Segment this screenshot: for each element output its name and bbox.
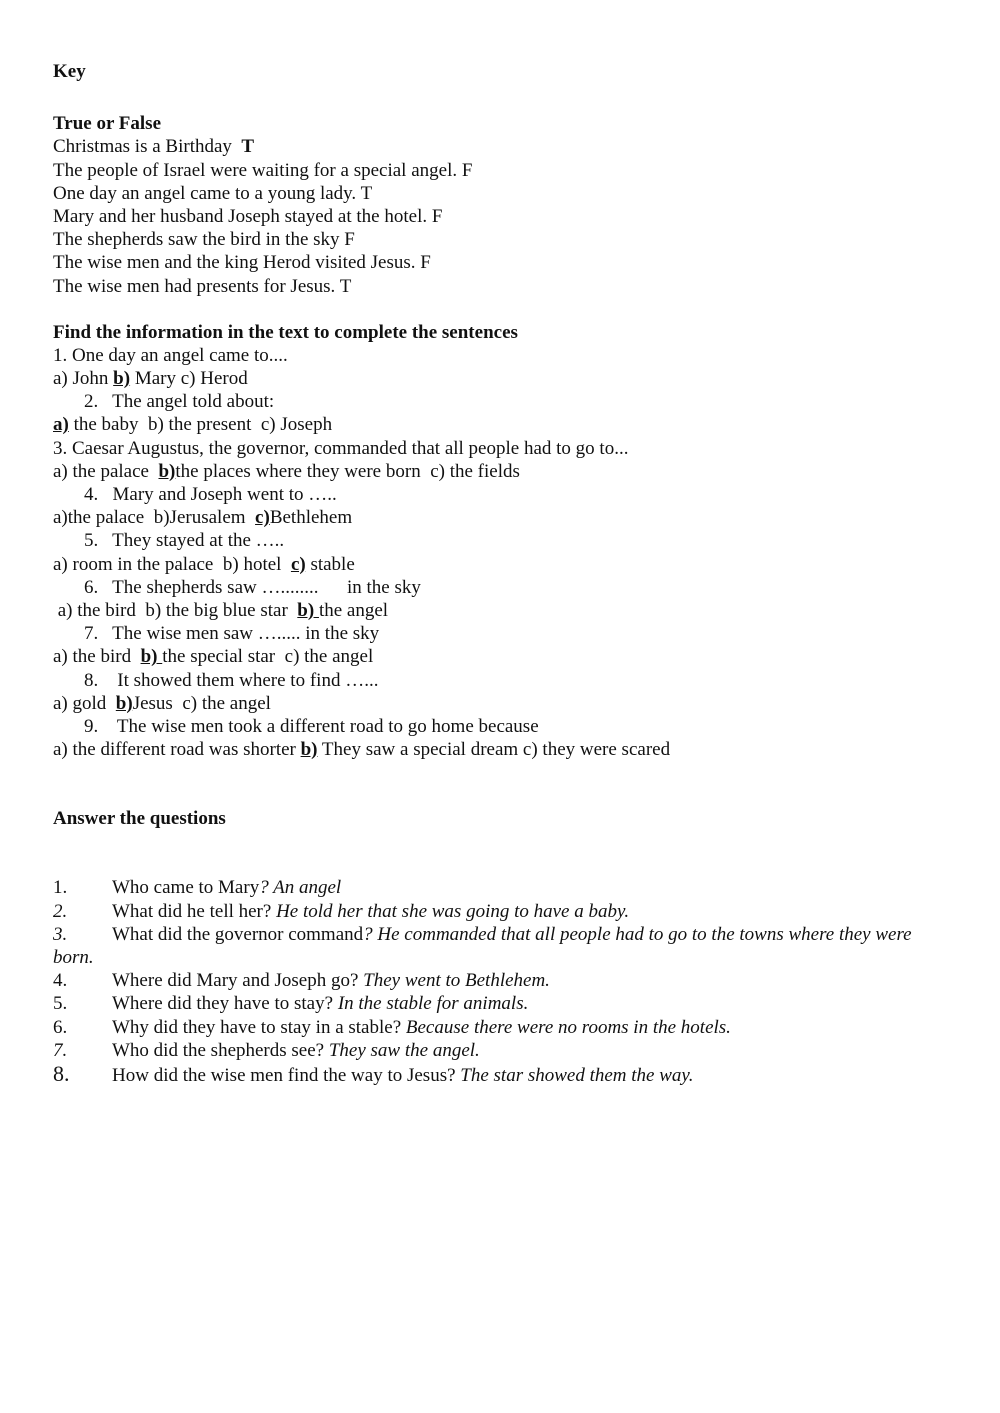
find-options: a) room in the palace b) hotel c) stable [53, 553, 355, 575]
correct-option: b) [140, 646, 163, 668]
find-question: 5. They stayed at the ….. [84, 530, 285, 552]
find-heading: Find the information in the text to complete the sentences [53, 321, 518, 343]
answer-item: 6. Why did they have to stay in a stable? Because there were no rooms in the hotels. [53, 1016, 731, 1038]
answer-item: 5. Where did they have to stay? In the stable for animals. [53, 993, 529, 1015]
correct-option: b) [300, 739, 318, 761]
find-options: a) gold b)Jesus c) the angel [53, 692, 271, 714]
find-question: 9. The wise men took a different road to go home because [84, 715, 539, 737]
tf-item: One day an angel came to a young lady. T [53, 182, 373, 204]
tf-item: The shepherds saw the bird in the sky F [53, 229, 355, 251]
tf-item: The wise men and the king Herod visited Jesus. F [53, 252, 431, 274]
answer-item: 4. Where did Mary and Joseph go? They went to Bethlehem. [53, 970, 550, 992]
tf-item: Mary and her husband Joseph stayed at the hotel. F [53, 205, 443, 227]
find-question: 3. Caesar Augustus, the governor, commanded that all people had to go to... [53, 437, 629, 459]
find-options: a) the palace b)the places where they were born c) the fields [53, 460, 520, 482]
find-options: a) the baby b) the present c) Joseph [53, 414, 333, 436]
key-title: Key [53, 61, 86, 82]
find-options: a)the palace b)Jerusalem c)Bethlehem [53, 507, 353, 529]
find-question: 8. It showed them where to find …... [84, 669, 379, 691]
correct-option: a) [53, 414, 69, 436]
correct-option: c) [290, 553, 306, 575]
answer-item: 1. Who came to Mary? An angel [53, 877, 342, 899]
tf-item: The wise men had presents for Jesus. T [53, 275, 352, 297]
answer-item: 2. What did he tell her? He told her that she was going to have a baby. [53, 900, 630, 922]
correct-option: b) [297, 599, 319, 621]
correct-option: b) [158, 460, 176, 482]
tf-item: Christmas is a Birthday T [53, 136, 255, 158]
find-question: 2. The angel told about: [84, 391, 275, 413]
correct-option: b) [113, 368, 131, 390]
find-question: 6. The shepherds saw …........ in the sky [84, 576, 421, 598]
find-question: 4. Mary and Joseph went to ….. [84, 484, 337, 505]
answer-heading: Answer the questions [53, 808, 226, 830]
tf-item: The people of Israel were waiting for a special angel. F [53, 159, 473, 181]
find-options: a) the different road was shorter b) They saw a special dream c) they were scared [53, 739, 671, 761]
answer-item: 7. Who did the shepherds see? They saw the angel. [53, 1039, 480, 1061]
correct-option: b) [115, 692, 133, 714]
find-options: a) the bird b) the big blue star b) the angel [53, 599, 389, 621]
true-false-heading: True or False [53, 113, 161, 135]
find-question: 1. One day an angel came to.... [53, 344, 288, 366]
answer-key-page [53, 60, 953, 1089]
find-options: a) the bird b) the special star c) the angel [53, 646, 374, 668]
answer-item: 8. How did the wise men find the way to Jesus? The star showed them the way. [53, 1060, 694, 1086]
answer-item: 3. What did the governor command? He commanded that all people had to go to the towns where they were born. [53, 923, 912, 969]
correct-option: c) [255, 507, 270, 529]
find-question: 7. The wise men saw …..... in the sky [84, 623, 380, 645]
find-options: a) John b) Mary c) Herod [53, 368, 248, 390]
